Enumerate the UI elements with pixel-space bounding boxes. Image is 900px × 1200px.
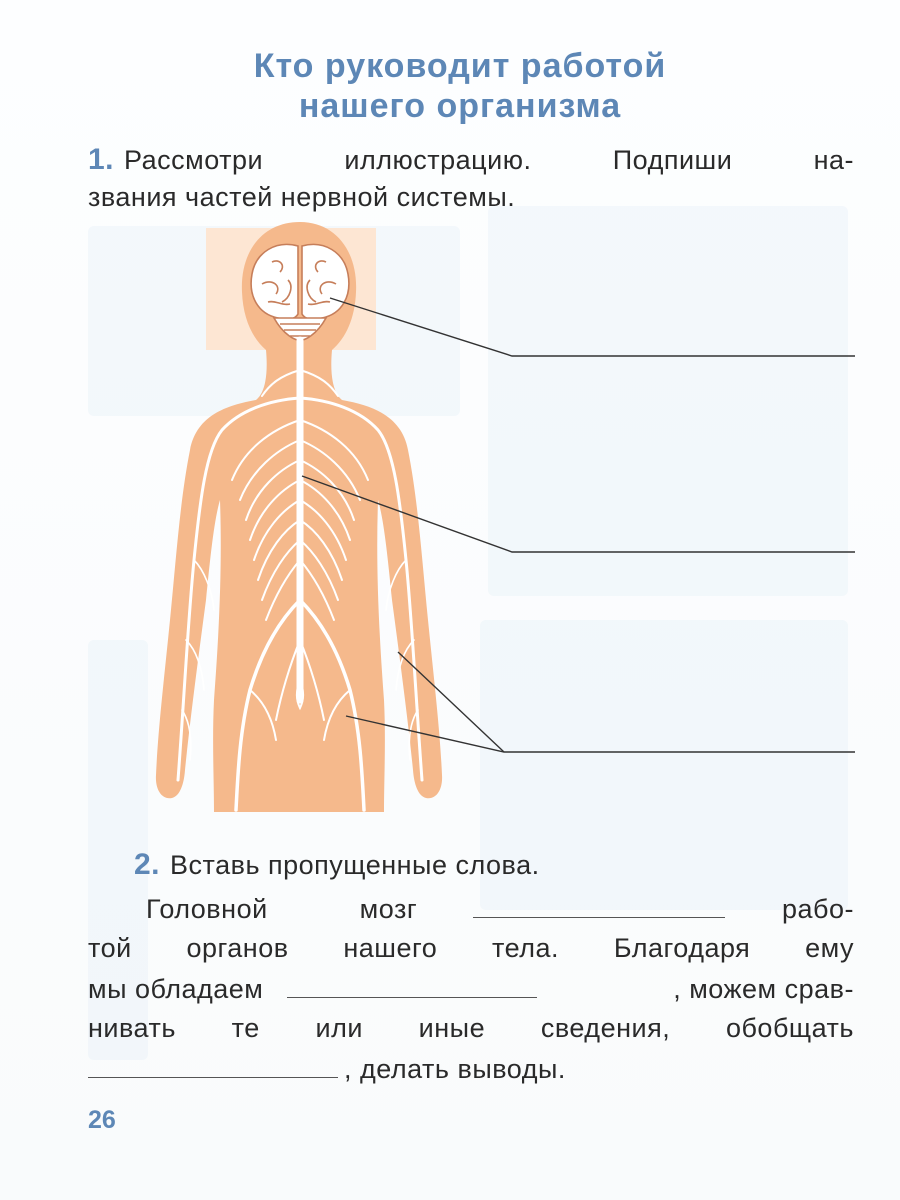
task-1-number: 1.	[88, 143, 115, 176]
blank-2[interactable]	[287, 975, 537, 998]
answer-line-3[interactable]	[504, 726, 855, 750]
task-2-line-4: нивать те или иные сведения, обобщать	[88, 1013, 854, 1043]
page-title-line-2: нашего организма	[298, 87, 622, 125]
answer-line-2[interactable]	[512, 526, 855, 550]
task-2-line-5	[88, 1051, 854, 1088]
task-2-word-golovnoy: Головной	[146, 894, 268, 924]
task-2-heading: Вставь пропущенные слова.	[170, 850, 540, 880]
task-2-word-vyvody: , делать выводы.	[344, 1054, 566, 1084]
task-2-word-mozg: мозг	[359, 894, 418, 924]
task-1-text-1: Рассмотри иллюстрацию. Подпиши на-	[124, 145, 854, 175]
task-2	[88, 846, 854, 1088]
blank-1[interactable]	[473, 895, 725, 918]
task-2-word-obladaem: мы обладаем	[88, 974, 264, 1004]
task-2-number: 2.	[134, 848, 161, 881]
task-2-heading-line	[88, 846, 854, 884]
blank-3[interactable]	[88, 1055, 338, 1078]
answer-line-1[interactable]	[512, 330, 855, 354]
task-2-line-3	[88, 971, 854, 1008]
task-2-line-2: той органов нашего тела. Благодаря ему	[88, 933, 854, 963]
page-title-line-1: Кто руководит работой	[253, 47, 667, 85]
task-2-line-1	[88, 891, 854, 928]
task-2-word-mozhem: , можем срав-	[673, 974, 854, 1004]
task-2-word-rabo: рабо-	[781, 894, 854, 924]
task-1-line-2: звания частей нервной системы.	[88, 182, 516, 212]
page-number: 26	[88, 1106, 116, 1134]
